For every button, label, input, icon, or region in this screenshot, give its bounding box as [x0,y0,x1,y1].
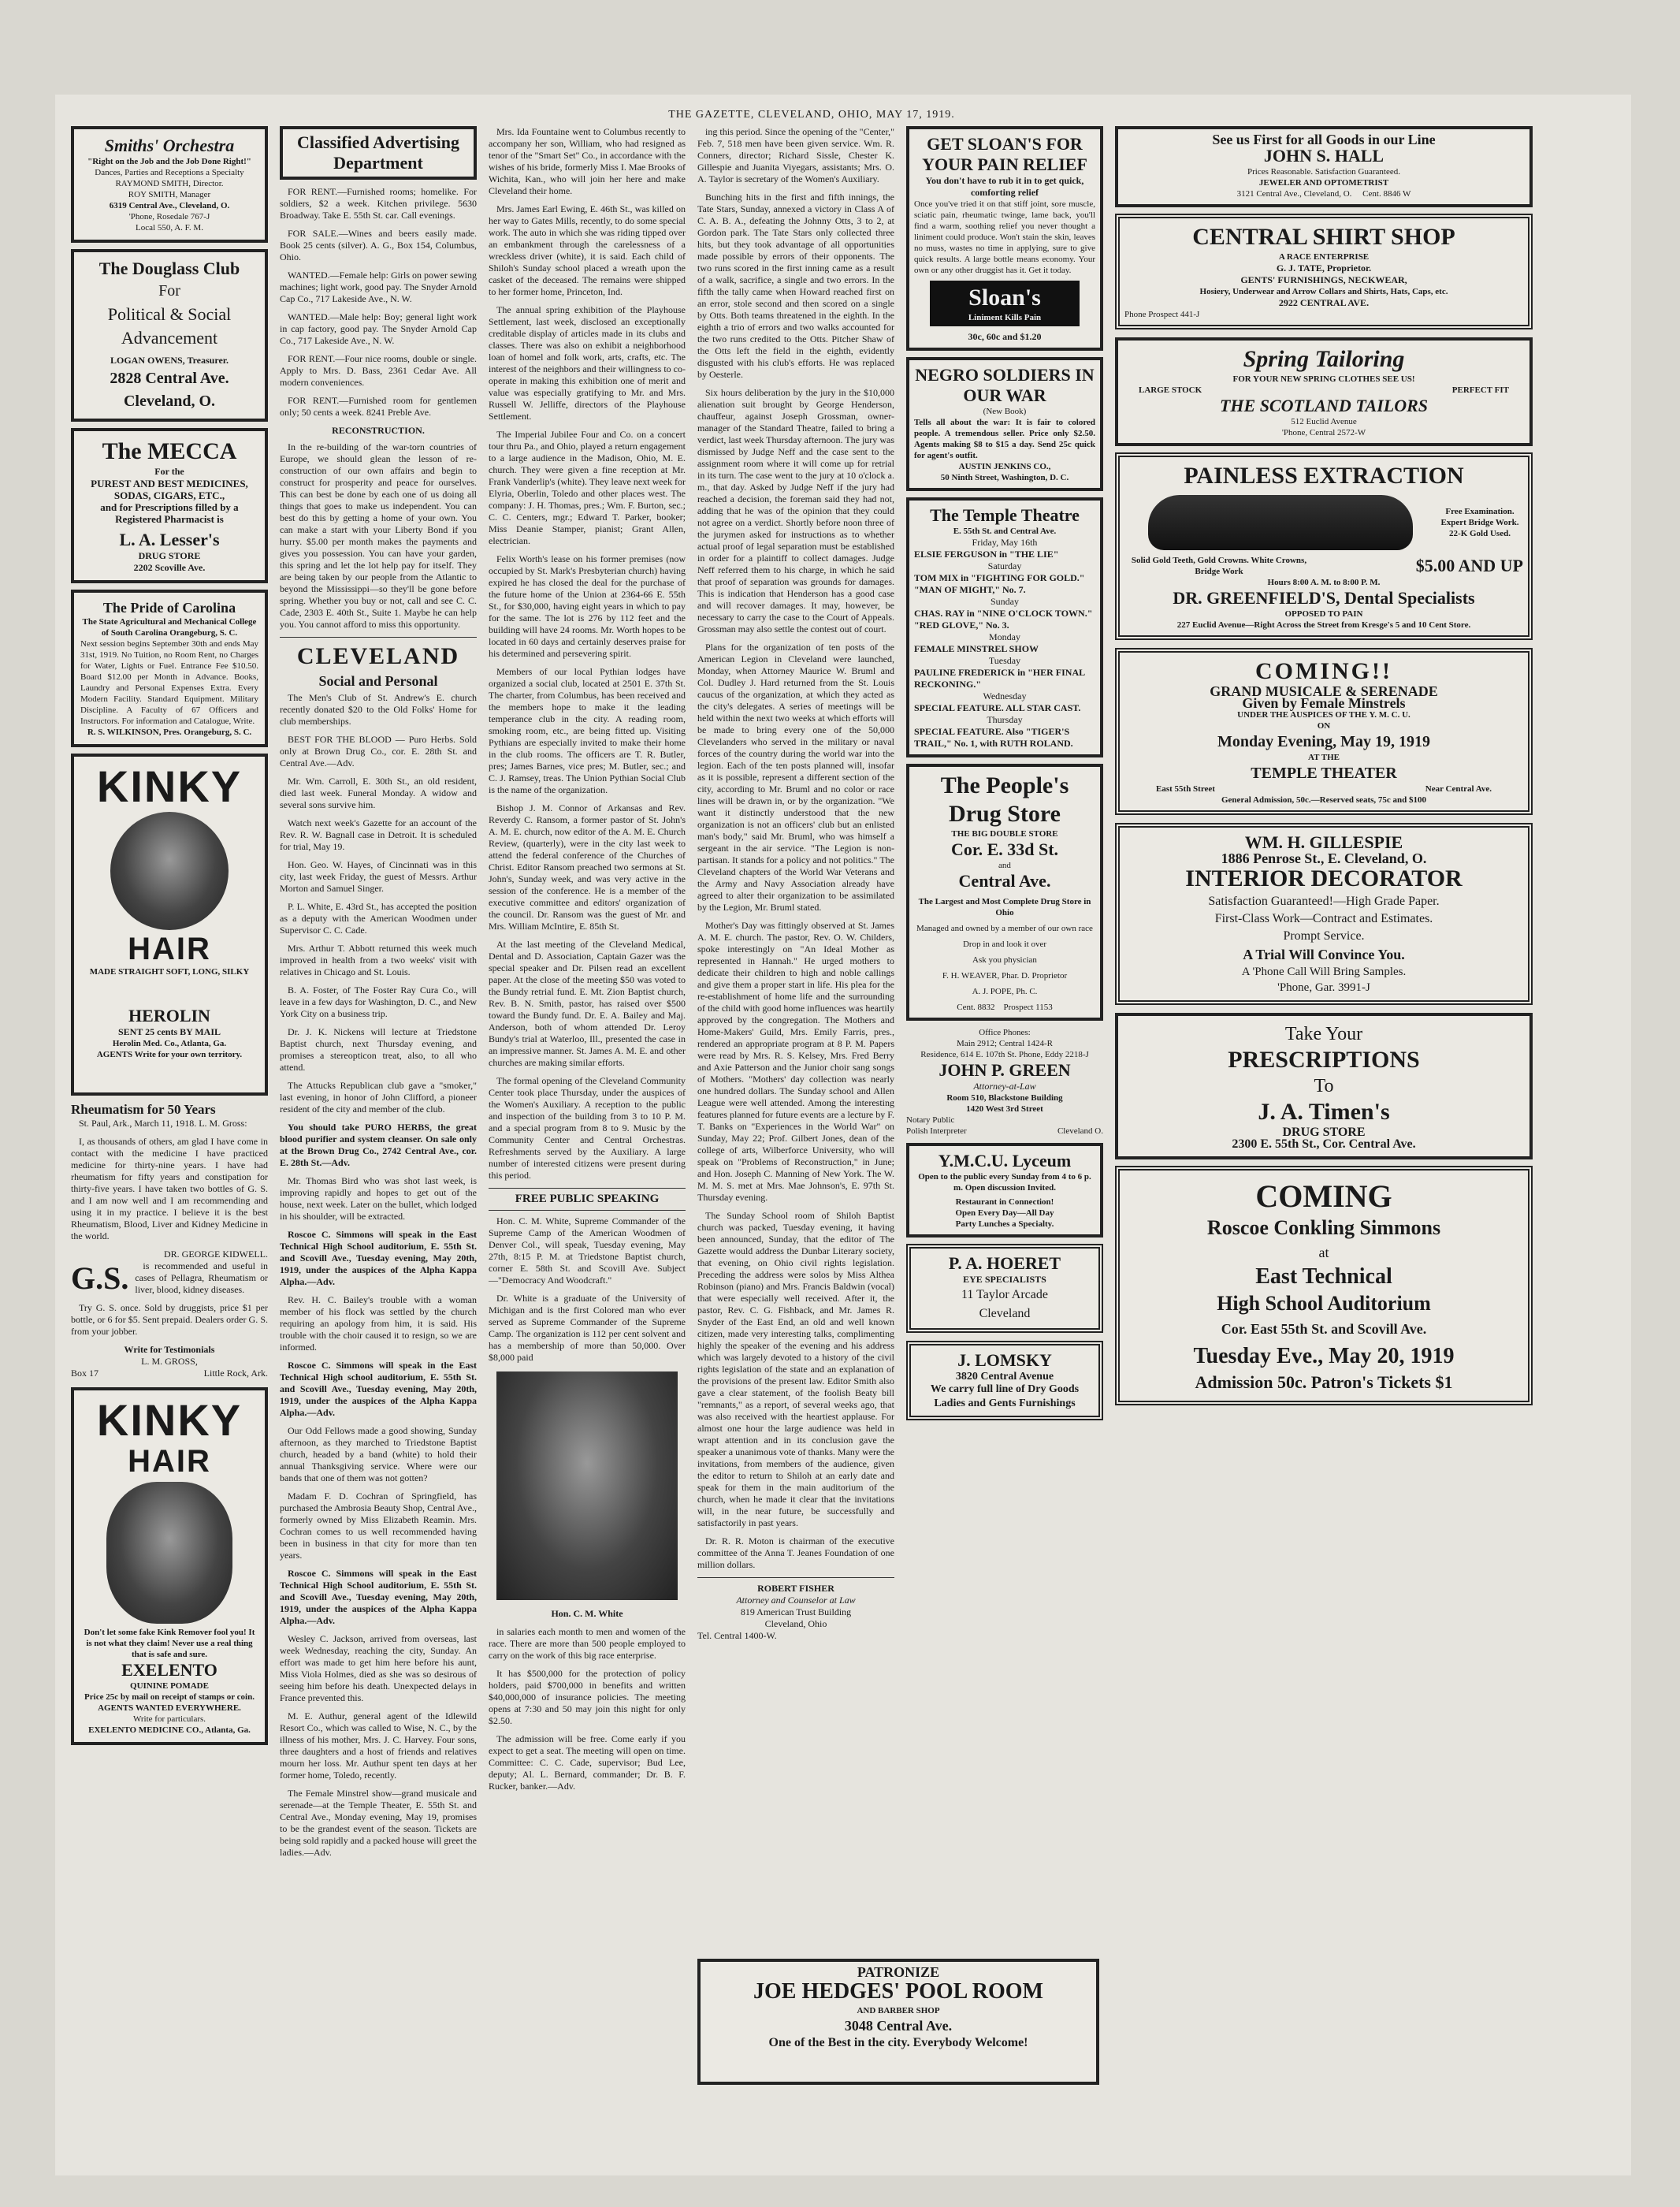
shirt-title: CENTRAL SHIRT SHOP [1192,224,1455,250]
social-item: Our Odd Fellows made a good showing, Sunday afternoon, as they marched to Triedstone Baptist church, headed by a band (white) to hold their annual Thanksgiving service. Where were our bands that one of them was not gotten? [280,1425,477,1483]
rheum-body: I, as thousands of others, am glad I have come in contact with the medicine I have practiced medicine for thirty-nine years. I have had rheumatism for fifty years and constipation for thirty-five years. I have taken two bottles of G. S. and I am now well and I am recommending and using it in my practice. I believe it is the best Rheumatism, Blood, Liver and Kidney Medicine in the world. [71,1136,268,1241]
green-res: Residence, 614 E. 107th St. Phone, Eddy 2218-J [920,1050,1089,1059]
classified-title: Classified Advertising Department [297,132,459,173]
shirt-sub: A RACE ENTERPRISE [1278,252,1370,262]
hall-name: JOHN S. HALL [1263,146,1385,166]
coming1-venue: TEMPLE THEATER [1251,765,1397,782]
social-item: The Men's Club of St. Andrew's E. church recently donated $20 to the Old Folks' Home for club memberships. [280,692,477,727]
hoeret-sub: EYE SPECIALISTS [963,1274,1046,1285]
green-city: Cleveland O. [1057,1126,1103,1136]
hoeret-ad [906,1244,1103,1333]
coming1-admission: General Admission, 50c.—Reserved seats, 75c and $100 [1221,795,1426,805]
lomsky-body: We carry full line of Dry Goods Ladies and Gents Furnishings [930,1383,1080,1409]
mecca-name: L. A. Lesser's [119,530,220,549]
hedges-wrapper [697,1959,1099,2085]
timen-store: DRUG STORE [1282,1126,1366,1139]
gillespie-name: WM. H. GILLESPIE [1244,832,1403,852]
speaking-text: in salaries each month to men and women of the race. There are more than 500 people employed to carry on the work of this big race enterprise. [489,1626,686,1661]
temple-line: Friday, May 16th [972,537,1038,548]
gillespie-title: INTERIOR DECORATOR [1185,865,1463,891]
negro-name: AUSTIN JENKINS CO., [958,462,1051,471]
social-item: The Attucks Republican club gave a "smoker," last evening, in honor of John Clifford, a pioneer resident of the city and member of the club. [280,1080,477,1115]
social-item: Roscoe C. Simmons will speak in the East Technical High School auditorium, E. 55th St. and Scovill Ave., Tuesday evening, May 20th, 1919, under the auspices of the Alpha Kappa Alpha.—Adv. [280,1229,477,1287]
fisher-tel: Tel. Central 1400-W. [697,1630,777,1641]
social-item: Madam F. D. Cochran of Springfield, has purchased the Ambrosia Beauty Shop, Central Ave., formerly owned by Miss Elizabeth Reamin. Mrs. Cochran comes to us well recommended having been in business in that city for more than ten years. [280,1491,477,1561]
douglass-for: For [158,282,180,300]
painless-addr: 227 Euclid Avenue—Right Across the Street from Kresge's 5 and 10 Cent Store. [1176,620,1471,630]
social-item: B. A. Foster, of The Foster Ray Cura Co., will leave in a few days for Washington, D. C., and New York City on a business trip. [280,984,477,1019]
column-3 [489,126,686,2168]
coming2-corner: Cor. East 55th St. and Scovill Ave. [1221,1321,1427,1337]
temple-title: The Temple Theatre [930,505,1080,525]
joe-hedges-ad [697,1959,1099,2085]
hedges-addr: 3048 Central Ave. [844,2018,953,2034]
kinky-hair-ad-2 [71,1387,268,1745]
smiths-line1: Dances, Parties and Receptions a Specialty [95,168,244,177]
herolin-agents: AGENTS Write for your own territory. [96,1050,243,1059]
coming2-venue1: East Technical [1255,1264,1392,1289]
hoeret-city: Cleveland [979,1307,1031,1320]
shirt-prop: G. J. TATE, Proprietor. [1276,262,1372,274]
social-item: Rev. H. C. Bailey's trouble with a woman member of his flock was settled by the church requiring an apology from him, it is said. His trouble with the choir caused it to resign, so we are informed. [280,1294,477,1353]
douglass-title: The Douglass Club [98,259,240,278]
tailor-name: THE SCOTLAND TAILORS [1219,396,1429,415]
scotland-tailors-ad [1115,337,1533,446]
negro-sub: (New Book) [983,407,1027,416]
sloan-sub: You don't have to rub it in to get quick, comforting relief [925,175,1084,198]
gillespie-phone: 'Phone, Gar. 3991-J [1277,981,1370,994]
portrait-photo-cm-white [496,1371,678,1600]
coming1-title: COMING!! [1255,658,1392,684]
news-item: Felix Worth's lease on his former premises (now occupied by St. Mark's Presbyterian church) having expired he has closed the deal for the purchase of the future home of the Union at 2364-66 E. 55th St., for $30,000, having eight years in which to pay for the same. The lot is 276 by 112 feet and the building will have 24 rooms. Mr. Worth hopes to be located in 60 days and certainly deserves praise for his determined and persevering spirit. [489,553,686,659]
gillespie-decorator-ad [1115,823,1533,1005]
social-item: Roscoe C. Simmons will speak in the East Technical High School auditorium, E. 55th St. and Scovill Ave., Tuesday evening, May 20th, 1919, under the auspices of the Alpha Kappa Alpha.—Adv. [280,1568,477,1626]
green-name: JOHN P. GREEN [938,1060,1071,1080]
peoples-drop: Drop in and look it over [962,940,1046,949]
exelento-write: Write for particulars. [132,1714,206,1724]
mecca-title: The MECCA [102,438,237,464]
rheum-title: Rheumatism for 50 Years [71,1102,216,1117]
news-item: The formal opening of the Cleveland Community Center took place Thursday, under the auspices of the Women's Auxiliary. A reception to the public and inspection of the building from 3 to 10 P. M. and a special program from 8 to 9. Music by the Community Center and Central Orchestras. Refreshments served by the Auxiliary. A large number of interested citizens were present during this period. [489,1075,686,1181]
douglass-purpose: Political & Social Advancement [107,304,232,348]
mecca-store: DRUG STORE [138,550,201,561]
coming1-right: Near Central Ave. [1425,784,1492,794]
kinky-hair-1: HAIR [128,932,211,966]
sloan-price: 30c, 60c and $1.20 [968,331,1042,342]
classified-ad: WANTED.—Male help: Boy; general light work in cap factory, good pay. The Snyder Arnold Cap Co., 717 Lakeside Ave., N. W. [280,311,477,346]
coming2-title: COMING [1255,1178,1392,1214]
peoples-and: and [998,861,1011,870]
social-items [280,692,477,1859]
classified-ad: WANTED.—Female help: Girls on power sewing machines; light work, good pay. The Snyder Arnold Cap Co., 717 Lakeside Ave., N. W. [280,270,477,304]
reconstruction-text: In the re-building of the war-torn countries of Europe, we should glean the lesson of re-construction of our own affairs and begin to construct for prosperity and peace for ourselves. This can best be done by each one of us doing all things that goes to make us independent. You can best do this by getting a home of your own. You can make a start with your Liberty Bond if you hurry. $5.00 per month makes the payments and gives you possession. You can have your garden, this spring and let the lot help pay for itself. They are being taken by our people from the Atlantic to beyond the Mississippi—so they'll be gone before spring. Whether you buy or not, call and see C. C. Cade, 2303 E. 40th St., Suite 1. Maybe he can help you. You cannot afford to miss this opportunity. [280,441,477,630]
temple-line: SPECIAL FEATURE. Also "TIGER'S TRAIL," No. 1, with RUTH ROLAND. [914,726,1073,749]
negro-title: NEGRO SOLDIERS IN OUR WAR [915,365,1095,405]
coming1-given: Given by Female Minstrels [1242,695,1406,711]
lomsky-title: J. LOMSKY [957,1350,1052,1370]
temple-line: CHAS. RAY in "NINE O'CLOCK TOWN." "RED GLOVE," No. 3. [914,608,1093,631]
tailor-title: Spring Tailoring [1243,346,1405,372]
hall-line2: JEWELER AND OPTOMETRIST [1258,178,1389,188]
hall-cent: Cent. 8846 W [1362,189,1411,199]
social-item: Mr. Thomas Bird who was shot last week, is improving rapidly and hopes to get out of the house, next week. Later on the bullet, which lodged in his shoulder, will be extracted. [280,1175,477,1222]
shirt-body: Hosiery, Underwear and Arrow Collars and Shirts, Hats, Caps, etc. [1199,287,1448,296]
gs-try: Try G. S. once. Sold by druggists, price $1 per bottle, or 6 for $5. Sent prepaid. Dealers order G. S. from your jobber. [71,1302,268,1337]
mecca-line2: PUREST AND BEST MEDICINES, SODAS, CIGARS, ETC., [91,478,248,501]
green-polish: Polish Interpreter [906,1126,967,1136]
news-item: Mrs. James Earl Ewing, E. 46th St., was killed on her way to Gates Mills, recently, to do some special work. The auto in which she was riding tipped over an embankment through the carelessness of a wreckless driver (white), it is said. Each child of Shiloh's Sunday school placed a wreath upon the casket of the deceased. The remains were shipped to her former home, Princeton, Ind. [489,203,686,297]
fisher-name: ROBERT FISHER [757,1583,834,1594]
gillespie-l1: Satisfaction Guaranteed!—High Grade Paper. [1208,895,1440,908]
social-item: Roscoe C. Simmons will speak in the East Technical High school auditorium, E. 55th St. and Scovill Ave., Tuesday evening, May 20th, 1919, under the auspices of the Alpha Kappa Alpha.—Adv. [280,1360,477,1418]
ymcu-body: Open to the public every Sunday from 4 to 6 p. m. Open discussion Invited. [918,1172,1091,1193]
news-item: Bunching hits in the first and fifth innings, the Tate Stars, Sunday, annexed a victory in Class A of C. A. B. A., defeating the Johnny Otts, 3 to 2, at Gordon park. The Tate Stars only collected three hits, but they took advantage of all opportunities made possible by errors of their opponents. The two runs scored in the first inning came as a result of a walk, sacrifice, a single and two errors. In the fifth the tally came when Howard reached first on an error, stole second and then scored on a single by Otts. Both teams threatened in the eighth. In the eighth a trio of errors and two walks accounted for the two runs credited to the Otts. Pitcher Shaw of the Otts left the field in the eighth, evidently disgusted with his club's efforts. He was replaced by Oesterle. [697,192,894,380]
ymcu-party: Party Lunches a Specialty. [955,1219,1054,1229]
exelento-agents: AGENTS WANTED EVERYWHERE. [98,1703,241,1713]
carolina-college-ad [71,590,268,747]
hedges-sub: AND BARBER SHOP [857,2006,940,2015]
social-section-title: CLEVELAND [296,643,460,669]
speaking-text: Dr. White is a graduate of the University of Michigan and is the first Colored man who ever served as Supreme Commander of the Supreme Camp. The organization is 112 per cent solvent and has a membership of more than 50,000. Over $8,000 paid [489,1293,686,1363]
ymcu-rest: Restaurant in Connection! [955,1197,1054,1207]
negro-body: Tells all about the war: It is fair to colored people. A tremendous seller. Price only $2.50. Agents making $8 to $15 a day. Send 25c quick for agent's outfit. [914,418,1095,460]
mecca-line1: For the [154,466,184,477]
hedges-tag: One of the Best in the city. Everybody Welcome! [768,2036,1028,2049]
hedges-top: PATRONIZE [857,1964,940,1980]
social-item: Hon. Geo. W. Hayes, of Cincinnati was in this city, last week Friday, the guest of Messrs. Arthur Morton and Samuel Singer. [280,859,477,894]
coming2-name: Roscoe Conkling Simmons [1206,1216,1441,1239]
temple-line: Monday [989,631,1020,642]
news-item: Mrs. Ida Fountaine went to Columbus recently to accompany her son, William, who had resigned as tenor of the "Smart Set" Co., in accordance with the wishes of his bride, formerly Miss I. Mae Brooks of Wichita, Kan., who will join her here and make Cleveland their home. [489,126,686,196]
news-item: The annual spring exhibition of the Playhouse Settlement, last week, disclosed an exceptionally creditable display of articles made in its clubs and classes. There was also on exhibit a neighborhood loan of homel and folk work, arts, crafts, etc. The interest of the neighbors and their willingness to co-operate in making this exhibition one of merit and value was especially gratifying to Mr. and Mrs. Russell W. Jelliffe, directors of the Playhouse Settlement. [489,304,686,422]
carolina-sign: R. S. WILKINSON, Pres. Orangeburg, S. C. [87,728,252,737]
kinky-hair-ad-1 [71,754,268,1096]
smiths-title: Smiths' Orchestra [104,136,235,155]
kinky-hair-2: HAIR [128,1444,211,1479]
peoples-corner: Cor. E. 33d St. [950,839,1059,859]
coming1-left: East 55th Street [1156,784,1215,794]
coming2-date: Tuesday Eve., May 20, 1919 [1193,1344,1455,1368]
exelento-sub: QUININE POMADE [130,1681,209,1691]
gillespie-l2: First-Class Work—Contract and Estimates. [1214,912,1433,925]
douglass-address: 2828 Central Ave. [110,370,229,387]
speaking-text: It has $500,000 for the protection of policy holders, paid $700,000 in benefits and written $40,000,000 of insurance policies. The meeting opens at 7:30 and 50 may join this night for only $2.50. [489,1668,686,1726]
gillespie-addr: 1886 Penrose St., E. Cleveland, O. [1221,850,1427,866]
coming-musicale-ad [1115,648,1533,815]
news-item: Plans for the organization of ten posts of the American Legion in Cleveland were launched, Monday, when Attorney Maurice W. Bruml and Col. Dudley J. Hard returned from the St. Louis caucus of the organization, at which they acted as the city's delegates. A series of meetings will be held within the next two weeks at which efforts will be made to bring every one of the 50,000 Clevelanders who served in the military or naval forces of the country during the world war into the legion. Each of the ten posts planned will, insofar as it is possible, represent a different section of the city, according to Mr. Bruml and no color or race lines will be drawn in, or by the organization. "We want it distinctly understood that the new organization is not an officers' club but an enlisted man's body," said Mr. Bruml, who was himself a sergeant in the air service. "The Legion is non-partisan. It stands for a policy and not politics." The Cleveland chapters of the World War Veterans and the Army and Navy Association already have agreed to alter their organization to be assimilated by the Legion, Mr. Bruml stated. [697,642,894,913]
news-item: Mother's Day was fittingly observed at St. James A. M. E. church. The pastor, Rev. O. W. Childers, spoke interestingly on "An Ideal Mother as represented in Hannah." He urged mothers to dedicate their children to high and noble callings and give them a proper start in life. His plea for the re-establishment of home life and the surrounding of the child with good home influences was heartily approved by the congregation. The Mothers and Home-Makers' Guild, Mrs. Emily Farris, pres., rendered an appropriate program at 8 P. M. Papers were read by Mrs. R. S. Kelsey, Mrs. Fred Berry and Axie Patterson and the Junior choir sang songs of Mothers. "Mothers' day collection was nearly one hundred dollars. The Sunday school and Allen League were well attended. Among the interesting features planned for future events are a lecture by F. T. Banks on "Experiences in the World War" on Sunday, May 22; Prof. Gilbert Jones, dean of the college of arts, Wilberforce University, who will speak on "Problems of Reconstruction," in June; and Hon. Joseph C. Manning of New York. The W. M. M. S. met at Mrs. Mae Johnson's, E. 97th St. Thursday evening. [697,920,894,1203]
hall-top: See us First for all Goods in our Line [1212,132,1436,147]
carolina-sub: The State Agricultural and Mechanical College of South Carolina Orangeburg, S. C. [82,617,257,638]
negro-address: 50 Ninth Street, Washington, D. C. [940,473,1069,482]
sloan-body: Once you've tried it on that stiff joint, sore muscle, sciatic pain, rheumatic twinge, lame back, you'll find a warm, soothing relief you never thought a liniment could produce. Won't stain the skin, leaves no muss, wastes no time in applying, sure to give quick results. A large bottle means economy. Your own or any other druggist has it. Get it today. [914,199,1095,275]
coming1-at: AT THE [1307,753,1340,762]
social-item: Mr. Wm. Carroll, E. 30th St., an old resident, died last week. Funeral Monday. A widow and several sons survive him. [280,776,477,810]
classified-ad: FOR RENT.—Furnished room for gentlemen only; 50 cents a week. 8241 Preble Ave. [280,395,477,418]
peoples-sub: THE BIG DOUBLE STORE [951,829,1058,839]
carolina-body: Next session begins September 30th and ends May 31st, 1919. No Tuition, no Room Rent, no Charges for Water, Lights or Fuel. Entrance Fee $10.50. Board $12.00 per Month in Advance. Books, Laundry and Personal Expenses Extra. Every Modern Facility. Standard Equipment. Military Discipline. A Faculty of 67 Officers and Instructors. For information and Catalogue, Write. [80,639,258,726]
exelento-warn: Don't let some fake Kink Remover fool you! It is not what they claim! Never use a real thing that is safe and sure. [84,1628,255,1659]
gs-city: Little Rock, Ark. [203,1368,268,1379]
news-item: Members of our local Pythian lodges have organized a social club, located at 2501 E. 37th St. The charter, from Columbus, has been received and the members hope to make it the leading temperance club in the city. A reading room, smoking room, etc., are being fitted up. Visiting Pythians are especially invited to make their home in the club rooms. The officers are T. R. Butler, pres; James Barnes, vice pres; M. Butler, sec.; and C. J. Ramsey, treas. The Union Pythian Social Club is the name of the organization. [489,666,686,795]
column-1 [71,126,268,1751]
shirt-line: GENTS' FURNISHINGS, NECKWEAR, [1240,274,1407,285]
smiths-line5: 'Phone, Rosedale 767-J [128,212,210,221]
coming1-date: Monday Evening, May 19, 1919 [1217,733,1431,750]
douglass-club-ad [71,249,268,422]
green-notary: Notary Public [906,1115,955,1125]
temple-line: TOM MIX in "FIGHTING FOR GOLD." "MAN OF MIGHT," No. 7. [914,572,1085,595]
photo-caption: Hon. C. M. White [551,1608,623,1619]
tailor-sub: FOR YOUR NEW SPRING CLOTHES SEE US! [1232,374,1415,384]
social-section-subtitle: Social and Personal [318,673,438,689]
smiths-line6: Local 550, A. F. M. [136,223,203,233]
sloan-title: GET SLOAN'S FOR YOUR PAIN RELIEF [922,134,1087,174]
classified-ads [280,186,477,419]
tailor-right: PERFECT FIT [1451,385,1509,395]
coming2-venue2: High School Auditorium [1217,1292,1431,1315]
rheumatism-ad [71,1102,268,1379]
smiths-line4: 6319 Central Ave., Cleveland, O. [109,201,230,210]
classified-ad: FOR RENT.—Furnished rooms; homelike. For soldiers, $2 a week. Kitchen privilege. 5630 Broadway. Take E. 55th St. car. Call evenings. [280,186,477,221]
fisher-title: Attorney and Counselor at Law [736,1595,856,1606]
painless-title: PAINLESS EXTRACTION [1184,463,1464,489]
peoples-prospect: Prospect 1153 [1003,1003,1053,1012]
column-5 [906,126,1103,1947]
social-item: M. E. Authur, general agent of the Idlewild Resort Co., which was called to Wise, N. C., by the illness of his mother, Mrs. J. C. Harvey. Four sons, three daughters and a host of friends and relatives mourn her loss. Mr. Authur spent ten days at her former home, Toledo, recently. [280,1710,477,1781]
temple-line: SPECIAL FEATURE. ALL STAR CAST. [914,702,1081,713]
ymcu-lyceum-ad [906,1143,1103,1237]
exelento-price: Price 25c by mail on receipt of stamps or coin. [84,1692,255,1702]
exelento-brand: EXELENTO [121,1660,217,1680]
shirt-addr: 2922 CENTRAL AVE. [1278,297,1370,308]
social-item: Wesley C. Jackson, arrived from overseas, last week Wednesday, reaching the city, Sunday. An effort was made to get him here before his aunt, Miss Viola Holmes, died as she was so desirous of seeing him before his death. Unexpected delays in France prevented this. [280,1633,477,1703]
smiths-line3: ROY SMITH, Manager [128,190,211,199]
painless-expert: Expert Bridge Work. [1440,518,1519,527]
speaking-text: The admission will be free. Come early if you expect to get a seat. The meeting will open on time. Committee: C. C. Cade, supervisor; Bud Lee, deputy; Al. L. Bernard, commander; Dr. B. F. Rucker, banker.—Adv. [489,1733,686,1792]
news-item: Dr. R. R. Moton is chairman of the executive committee of the Anna T. Jeanes Foundation of one million dollars. [697,1535,894,1570]
kinky-made: MADE STRAIGHT SOFT, LONG, SILKY [89,967,250,977]
painless-free: Free Examination. [1445,507,1515,516]
news-item: ing this period. Since the opening of the "Center," Feb. 7, 518 men have been given service. Wm. R. Conners, director; Richard Sissle, Chester K. Gillespie and Juanita Viyegars, assistants; Mrs. O. A. Taylor is secretary of the Women's Auxiliary. [697,126,894,184]
peoples-managed: Managed and owned by a member of our own race [916,924,1093,933]
news-item: At the last meeting of the Cleveland Medical, Dental and D. Association, Captain Gazer was the special speaker and Dr. Pilsen read an excellent paper. At the close of the meeting $50 was voted to the Bundy retrial fund. E. Mt. Zion Baptist church, Rev. B. N. Smith, pastor, has raised over $500 toward the Bundy fund. Dr. E. A. Bailey and Maj. Anderson, both of whom attended Dr. Leroy Bundy's trial at Waterloo, Ill., presented the case in an impressive manner. St. James A. M. E. and other churches are making similar efforts. [489,939,686,1068]
green-phones: Office Phones: [979,1028,1031,1037]
hoeret-addr: 11 Taylor Arcade [961,1288,1048,1301]
lomsky-addr: 3820 Central Avenue [955,1371,1054,1383]
timen-title: PRESCRIPTIONS [1228,1047,1420,1073]
douglass-treasurer: LOGAN OWENS, Treasurer. [110,355,229,366]
painless-opposed: OPPOSED TO PAIN [1284,609,1363,619]
gs-write: Write for Testimonials [124,1344,215,1355]
temple-line: PAULINE FREDERICK in "HER FINAL RECKONING." [914,667,1085,690]
tailor-addr: 512 Euclid Avenue [1291,417,1357,426]
peoples-ask: Ask you physician [972,955,1037,965]
smiths-line2: RAYMOND SMITH, Director. [115,179,224,188]
smiths-slogan: "Right on the Job and the Job Done Right!" [87,157,251,166]
sloans-ad [906,126,1103,351]
news-item: Six hours deliberation by the jury in the $10,000 alienation suit brought by George Henderson, chauffeur, against Joseph Grossman, owner-manager of the Standard Theatre, failed to bring a verdict, last week Thursday afternoon. The jury was dismissed by Judge Neff and the case sent to the assignment room where it will come up for retrial in its turn. The case went to the jury at 10 o'clock a. m., that day. Asked by Judge Neff if the jury had reached a decision, the foreman said they had not, adding that he was of the opinion that they could not agree on a verdict. Shortly before noon three of the jurymen asked for instructions as to whether actual proof of legal separation must be established in order for a plaintiff to collect damages. Judge Neff referred them to his charge, in which he said that proof of separation was grounds for damages. This is indication that Henderson has a good case and will recover damages. It may, however, be necessary to carry the case to the Court of Appeals. Grossman may also settle the contest out of court. [697,387,894,635]
kinky-word-2: KINKY [96,1395,243,1445]
masthead: THE GAZETTE, CLEVELAND, OHIO, MAY 17, 1919. [668,109,955,121]
temple-line: Sunday [991,596,1019,607]
peoples-title: The People's Drug Store [940,772,1069,827]
coming1-sub: GRAND MUSICALE & SERENADE [1210,683,1438,699]
temple-line: FEMALE MINSTREL SHOW [914,643,1039,654]
kinky-word-1: KINKY [96,761,243,811]
timens-drug-store-ad [1115,1013,1533,1159]
rheum-sign: DR. GEORGE KIDWELL. [164,1249,268,1260]
news-item: The Imperial Jubilee Four and Co. on a concert tour thru Pa., and Ohio, played a return engagement to a large audience in the Madison, Ohio, M. E. church. They were given a fine reception at Mr. Frank Vanderlip's (white). They leave next week for Elyria, Oberlin, Toledo and other places west. The company: J. H. Thomas, pres.; Wm. F. Burton, sec.; C. C. Centers, mgr.; Edward T. Parker, booker; Miss Deanie Stamper, pianist; Grant Allen, electrician. [489,429,686,546]
painless-crowns: Solid Gold Teeth, Gold Crowns. White Crowns, Bridge Work [1131,556,1307,576]
peoples-cent: Cent. 8832 [957,1003,995,1012]
john-green-ad [906,1027,1103,1137]
hall-addr: 3121 Central Ave., Cleveland, O. [1236,189,1352,199]
herolin-brand: HEROLIN [128,1006,210,1025]
lomsky-ad [906,1341,1103,1420]
news-item: Bishop J. M. Connor of Arkansas and Rev. Reverdy C. Ransom, a former pastor of St. John's A. M. E. church, now editor of the A. M. E. Church Review, (quarterly), were in the city last week to attend the federal conference of the Churches of Christ. Editor Ransom preached two sermons at St. John's, Sunday week, and was very active in the session of the conference. He is a member of the executive committee and editors' organization of the council. Dr. Ransom was the guest of Mr. and Mrs. William McIntire, E. 85th St. [489,802,686,932]
column-6 [1115,126,1533,2168]
timen-take: Take Your [1284,1024,1363,1044]
green-addr: 1420 West 3rd Street [966,1104,1043,1114]
temple-address: E. 55th St. and Central Ave. [953,527,1057,536]
painless-name: DR. GREENFIELD'S, Dental Specialists [1173,588,1475,608]
temple-line: Tuesday [988,655,1021,666]
coming-simmons-ad [1115,1166,1533,1405]
peoples-ave: Central Ave. [958,871,1051,891]
social-item: You should take PURO HERBS, the great blood purifier and system cleanser. On sale only at the Brown Drug Co., 2742 Central Ave., cor. E. 28th St.—Adv. [280,1122,477,1168]
temple-line: Saturday [987,560,1022,571]
classified-ad: FOR SALE.—Wines and beers easily made. Book 25 cents (silver). A. G., Box 154, Columbus, Ohio. [280,228,477,262]
fisher-city: Cleveland, Ohio [764,1618,827,1629]
carolina-title: The Pride of Carolina [102,600,236,616]
negro-soldiers-ad [906,357,1103,491]
ymcu-title: Y.M.C.U. Lyceum [938,1151,1072,1170]
gs-logo: G.S. [71,1260,129,1296]
painless-extraction-ad [1115,452,1533,640]
peoples-drug-store-ad [906,764,1103,1021]
social-item: P. L. White, E. 43rd St., has accepted the position as a deputy with the American Woodmen under Supervisor C. C. Cade. [280,901,477,936]
woman-portrait-image-2 [106,1482,232,1624]
exelento-maker: EXELENTO MEDICINE CO., Atlanta, Ga. [88,1725,251,1735]
mecca-address: 2202 Scoville Ave. [133,562,206,573]
timen-to: To [1314,1076,1334,1096]
coming1-on: ON [1317,721,1331,731]
temple-line: ELSIE FERGUSON in "THE LIE" [914,549,1059,560]
ymcu-open: Open Every Day—All Day [955,1208,1054,1218]
timen-addr: 2300 E. 55th St., Cor. Central Ave. [1232,1137,1416,1151]
peoples-p1: F. H. WEAVER, Phar. D. Proprietor [942,971,1068,981]
gillespie-l3: Prompt Service. [1283,929,1365,943]
herolin-maker: Herolin Med. Co., Atlanta, Ga. [112,1039,227,1048]
painless-hours: Hours 8:00 A. M. to 8:00 P. M. [1267,578,1381,587]
coming2-admission: Admission 50c. Patron's Tickets $1 [1195,1372,1453,1392]
social-item: Dr. J. K. Nickens will lecture at Triedstone Baptist church, next Thursday evening, and promises a stereopticon treat, also, to all who attend. [280,1026,477,1073]
robert-fisher-ad [697,1583,894,1642]
green-title: Attorney-at-Law [973,1081,1036,1092]
smiths-orchestra-ad [71,126,268,243]
social-item: The Female Minstrel show—grand musicale and serenade—at the Temple Theater, E. 55th St. and Central Ave., Monday evening, May 19, promises to be the grandest event of the season. Tickets are being sold rapidly and a packed house will greet the ladies.—Adv. [280,1788,477,1858]
speaking-text: Hon. C. M. White, Supreme Commander of the Supreme Camp of the American Woodmen of Denver Col., will speak, Tuesday evening, May 27th, 8:15 P. M. at Triedstone Baptist church, corner E. 58th St. and Scovill Ave. Subject—"Democracy And Woodcraft." [489,1215,686,1286]
reconstruction-title: RECONSTRUCTION. [332,425,425,436]
tailor-phone: 'Phone, Central 2572-W [1281,428,1366,437]
gs-name: L. M. GROSS, [141,1356,198,1367]
timen-name: J. A. Timen's [1258,1099,1390,1125]
mecca-line3: and for Prescriptions filled by a Registered Pharmacist is [100,501,239,525]
peoples-p2: A. J. POPE, Ph. C. [972,987,1038,996]
sloan-logo-sub: Liniment Kills Pain [968,313,1042,322]
news-item: The Sunday School room of Shiloh Baptist church was packed, Tuesday evening, it having been announced, Sunday, that the editor of The Gazette would address the Dunbar Literary society, that evening, on Ohio civil rights legislation. Preceding the address were solos by Miss Althea Robinson (piano) and Mrs. Francis Baldwin (vocal) that were especially well received. After it, the pastor, Rev. C. G. Fishback, and Mr. James R. Snyder of the East End, an old and well known citizen, made very interesting talks, complimenting highly the speaker of the evening and his address which was largely devoted to a history of the civil rights legislation of the state and an explanation of the provisions of the present law. Editor Smith also gave a clear statement, of the foolish Beaty bill "remnants," as a report, of several weeks ago, that was also received with the heartiest applause. For almost one hour the large audience was held in wrapt attention and in its conclusion gave the speaker a unanimous vote of thanks. Many were the invitations, from members of the audience, given the editor to return to Shiloh at an early date and speak for them in the main auditorium of the church, when he made it clear that the invitations will, in the near future, be successfully and satisfactorily in past years. [697,1210,894,1528]
gillespie-l5: A 'Phone Call Will Bring Samples. [1241,966,1407,978]
rheum-place: St. Paul, Ark., March 11, 1918. L. M. Gross: [79,1118,247,1129]
social-item: Mrs. Arthur T. Abbott returned this week much improved in health from a two weeks' visit with relatives in Chicago and St. Louis. [280,943,477,977]
free-speaking-title: FREE PUBLIC SPEAKING [515,1193,660,1205]
mecca-ad [71,428,268,583]
social-item: BEST FOR THE BLOOD — Puro Herbs. Sold only at Brown Drug Co., cor. E. 28th St. and Central Ave.—Adv. [280,734,477,769]
douglass-city: Cleveland, O. [123,393,216,410]
herolin-price: SENT 25 cents BY MAIL [117,1026,221,1037]
sloan-logo: Sloan's [968,285,1041,311]
teeth-illustration [1148,495,1413,550]
peoples-desc: The Largest and Most Complete Drug Store in Ohio [918,897,1091,917]
tailor-left: LARGE STOCK [1139,385,1202,395]
classified-ad: FOR RENT.—Four nice rooms, double or single. Apply to Mrs. D. Bass, 2361 Cedar Ave. All modern conveniences. [280,353,477,388]
woman-portrait-image [110,812,229,930]
temple-line: Thursday [987,714,1023,725]
central-shirt-shop-ad [1115,214,1533,329]
gillespie-l4: A Trial Will Convince You. [1243,947,1405,962]
hoeret-title: P. A. HOERET [948,1253,1061,1273]
social-item: Watch next week's Gazette for an account of the Rev. R. W. Bagnall case in Detroit. It is scheduled for trial, May 19. [280,817,477,852]
gs-text: is recommended and useful in cases of Pellagra, Rheumatism or liver, blood, kidney diseases. [135,1260,268,1295]
temple-line: Wednesday [983,690,1027,702]
shirt-phone: Phone Prospect 441-J [1124,310,1200,319]
hedges-title: JOE HEDGES' POOL ROOM [753,1979,1043,2004]
coming2-at: at [1318,1245,1329,1260]
john-hall-ad [1115,126,1533,207]
hall-line1: Prices Reasonable. Satisfaction Guaranteed. [1247,167,1400,177]
classified-header [280,126,477,180]
coming1-auspices: UNDER THE AUSPICES OF THE Y. M. C. U. [1237,710,1411,720]
green-main: Main 2912; Central 1424-R [957,1039,1053,1048]
column-4 [697,126,894,1947]
painless-price: $5.00 AND UP [1415,556,1523,575]
temple-theatre-ad [906,497,1103,757]
green-room: Room 510, Blackstone Building [946,1093,1063,1103]
fisher-address: 819 American Trust Building [740,1606,852,1617]
column-2 [280,126,477,2168]
gs-box: Box 17 [71,1368,99,1379]
painless-gold: 22-K Gold Used. [1449,529,1511,538]
